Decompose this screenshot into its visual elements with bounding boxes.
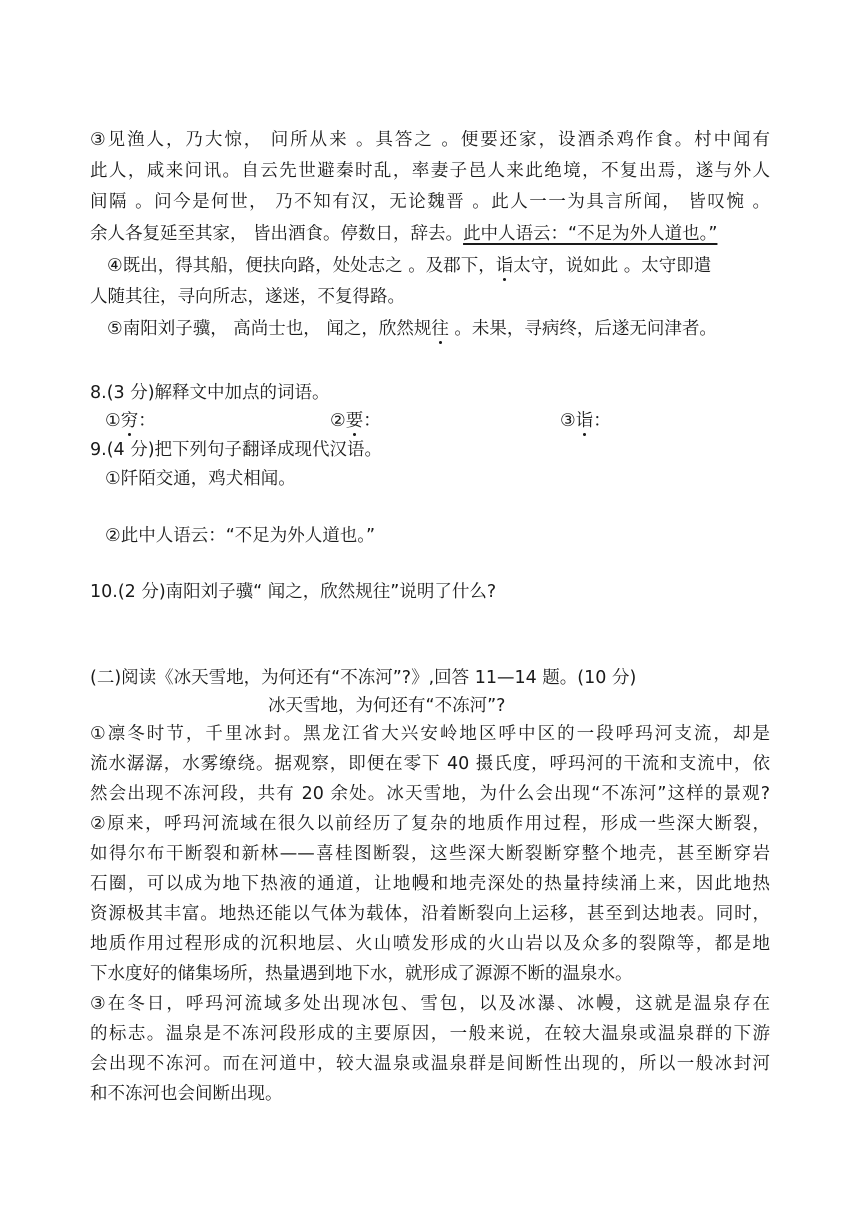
passage1-p3-line3: 间隔 。问今是何世， 乃不知有汉，无论魏晋 。此人一一为具言所闻， 皆叹惋 。: [90, 192, 770, 212]
q8-item-1-word: 穷: [120, 411, 139, 431]
section2-p2-line6: 下水度好的储集场所，热量遇到地下水，就形成了源源不断的温泉水。: [90, 964, 633, 984]
section2-p2-line1: ②原来，呼玛河流域在很久以前经历了复杂的地质作用过程，形成一些深大断裂，: [90, 814, 770, 834]
dotted-word-wang: 往: [431, 319, 449, 339]
passage1-p5-line1-text-a: ⑤南阳刘子骥， 高尚士也， 闻之，欣然规: [107, 319, 432, 339]
passage1-p4-line2: 人随其往，寻向所志，遂迷，不复得路。: [90, 287, 405, 307]
section2-p2-line3: 石圈，可以成为地下热液的通道，让地幔和地壳深处的热量持续涌上来，因此地热: [90, 874, 770, 894]
q8-item-1: [105, 409, 156, 433]
q9-sentence-2: ②此中人语云：“不足为外人道也。”: [105, 526, 376, 546]
q8-item-3: [560, 409, 611, 433]
q8-title: 8.(3 分)解释文中加点的词语。: [90, 383, 330, 403]
section2-p3-line1: ③在冬日，呼玛河流域多处出现冰包、雪包，以及冰瀑、冰幔，这就是温泉存在: [90, 994, 770, 1014]
section2-p2-line2: 如得尔布干断裂和新林——喜桂图断裂，这些深大断裂断穿整个地壳，甚至断穿岩: [90, 844, 770, 864]
q9-title: 9.(4 分)把下列句子翻译成现代汉语。: [90, 440, 383, 460]
q8-item-1-num: ①: [105, 411, 121, 431]
passage1-p3-line4-text: 余人各复延至其家， 皆出酒食。停数日，辞去。: [90, 224, 464, 244]
section2-p3-line3: 会出现不冻河。而在河道中，较大温泉或温泉群是间断性出现的，所以一般冰封河: [90, 1054, 770, 1074]
passage1-p5-line1: [107, 317, 717, 341]
section2-p1-line3: 然会出现不冻河段，共有 20 余处。冰天雪地，为什么会出现“不冻河”这样的景观?: [90, 784, 770, 804]
q9-sentence-1: ①阡陌交通，鸡犬相闻。: [105, 469, 296, 489]
section2-p3-line4: 和不冻河也会间断出现。: [90, 1084, 283, 1104]
passage1-p4-line1-text-c: 太守，说如此 。太守即遣: [513, 256, 712, 276]
q8-item-3-suffix: ：: [593, 411, 611, 431]
passage1-p5-line1-text-c: 。未果，寻病终，后遂无问津者。: [448, 319, 717, 339]
dotted-word-yi: 诣: [495, 256, 514, 276]
q8-item-2-num: ②: [330, 411, 346, 431]
section2-heading: 冰天雪地，为何还有“不冻河”?: [268, 696, 506, 716]
q8-item-1-suffix: ：: [138, 411, 156, 431]
section2-p3-line2: 的标志。温泉是不冻河段形成的主要原因，一般来说，在较大温泉或温泉群的下游: [90, 1024, 770, 1044]
q10-title: 10.(2 分)南阳刘子骥“ 闻之，欣然规往”说明了什么?: [90, 582, 497, 602]
section2-p1-line1: ①凛冬时节，千里冰封。黑龙江省大兴安岭地区呼中区的一段呼玛河支流，却是: [90, 724, 770, 744]
q8-item-2-suffix: ：: [363, 411, 381, 431]
section2-p2-line5: 地质作用过程形成的沉积地层、火山喷发形成的火山岩以及众多的裂隙等，都是地: [90, 934, 770, 954]
q8-item-3-word: 诣: [575, 411, 594, 431]
passage1-p3-line2: 此人，咸来问讯。自云先世避秦时乱，率妻子邑人来此绝境，不复出焉，遂与外人: [90, 161, 770, 181]
passage1-p3-line1: ③见渔人，乃大惊， 问所从来 。具答之 。便要还家，设酒杀鸡作食。村中闻有: [90, 130, 770, 150]
passage1-p4-line1-text-a: ④既出，得其船，便扶向路，处处志之 。及郡下，: [107, 256, 496, 276]
passage1-p4-line1: [107, 254, 711, 278]
section2-p2-line4: 资源极其丰富。地热还能以气体为载体，沿着断裂向上运移，甚至到达地表。同时，: [90, 904, 770, 924]
q8-item-3-num: ③: [560, 411, 576, 431]
passage1-p3-line4: [90, 222, 717, 246]
q8-item-2: [330, 409, 381, 433]
underlined-sentence: 此中人语云：“不足为外人道也。”: [463, 224, 718, 244]
section2-p1-line2: 流水潺潺，水雾缭绕。据观察，即便在零下 40 摄氏度，呼玛河的干流和支流中，依: [90, 754, 770, 774]
section2-intro: (二)阅读《冰天雪地，为何还有“不冻河”?》,回答 11—14 题。(10 分): [90, 668, 637, 688]
q8-item-2-word: 要: [345, 411, 364, 431]
